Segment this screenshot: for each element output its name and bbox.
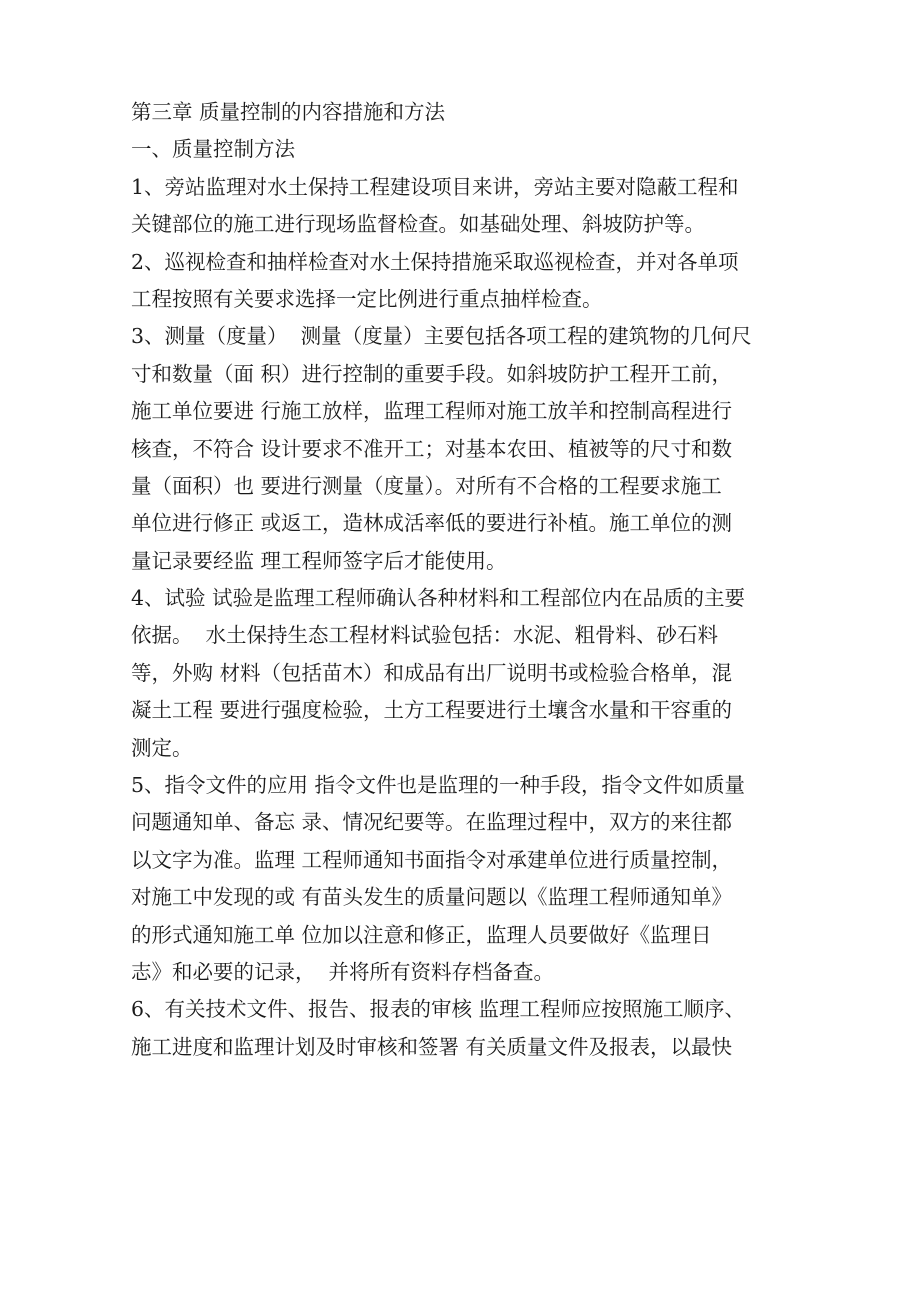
paragraph-line: 量（面积）也 要进行测量（度量）。对所有不合格的工程要求施工 bbox=[131, 473, 722, 498]
paragraph-line: 核查，不符合 设计要求不准开工；对基本农田、植被等的尺寸和数 bbox=[131, 436, 733, 461]
paragraph-line: 量记录要经监 理工程师签字后才能使用。 bbox=[131, 548, 507, 573]
paragraph-line: 5、指令文件的应用 指令文件也是监理的一种手段，指令文件如质量 bbox=[131, 773, 746, 798]
paragraph-line: 的形式通知施工单 位加以注意和修正，监理人员要做好《监理日 bbox=[131, 922, 712, 947]
paragraph-line: 1、旁站监理对水土保持工程建设项目来讲，旁站主要对隐蔽工程和 bbox=[131, 174, 739, 199]
paragraph-line: 6、有关技术文件、报告、报表的审核 监理工程师应按照施工顺序、 bbox=[131, 997, 746, 1022]
paragraph-line: 工程按照有关要求选择一定比例进行重点抽样检查。 bbox=[131, 286, 603, 311]
paragraph-line: 依据。 水土保持生态工程材料试验包括：水泥、粗骨料、砂石料 bbox=[131, 623, 719, 648]
paragraph-line: 4、试验 试验是监理工程师确认各种材料和工程部位内在品质的主要 bbox=[131, 586, 746, 611]
paragraph-line: 测定。 bbox=[131, 735, 193, 760]
paragraph-line: 施工进度和监理计划及时审核和签署 有关质量文件及报表，以最快 bbox=[131, 1034, 733, 1059]
paragraph-line: 问题通知单、备忘 录、情况纪要等。在监理过程中，双方的来往都 bbox=[131, 810, 733, 835]
paragraph-line: 等，外购 材料（包括苗木）和成品有出厂说明书或检验合格单，混 bbox=[131, 660, 733, 685]
paragraph-line: 2、巡视检查和抽样检查对水土保持措施采取巡视检查，并对各单项 bbox=[131, 249, 739, 274]
paragraph-line: 施工单位要进 行施工放样，监理工程师对施工放羊和控制高程进行 bbox=[131, 399, 733, 424]
paragraph-line: 寸和数量（面 积）进行控制的重要手段。如斜坡防护工程开工前， bbox=[131, 361, 733, 386]
paragraph-line: 关键部位的施工进行现场监督检查。如基础处理、斜坡防护等。 bbox=[131, 212, 705, 237]
paragraph-line: 3、测量（度量） 测量（度量）主要包括各项工程的建筑物的几何尺 bbox=[131, 324, 752, 349]
section-heading: 一、质量控制方法 bbox=[131, 137, 295, 162]
paragraph-line: 单位进行修正 或返工，造林成活率低的要进行补植。施工单位的测 bbox=[131, 511, 733, 536]
paragraph-line: 对施工中发现的或 有苗头发生的质量问题以《监理工程师通知单》 bbox=[131, 885, 733, 910]
paragraph-line: 凝土工程 要进行强度检验，土方工程要进行土壤含水量和干容重的 bbox=[131, 698, 733, 723]
document-body bbox=[131, 94, 791, 1066]
chapter-title: 第三章 质量控制的内容措施和方法 bbox=[131, 100, 446, 124]
paragraph-line: 志》和必要的记录， 并将所有资料存档备查。 bbox=[131, 959, 555, 984]
paragraph-line: 以文字为准。监理 工程师通知书面指令对承建单位进行质量控制， bbox=[131, 847, 733, 872]
